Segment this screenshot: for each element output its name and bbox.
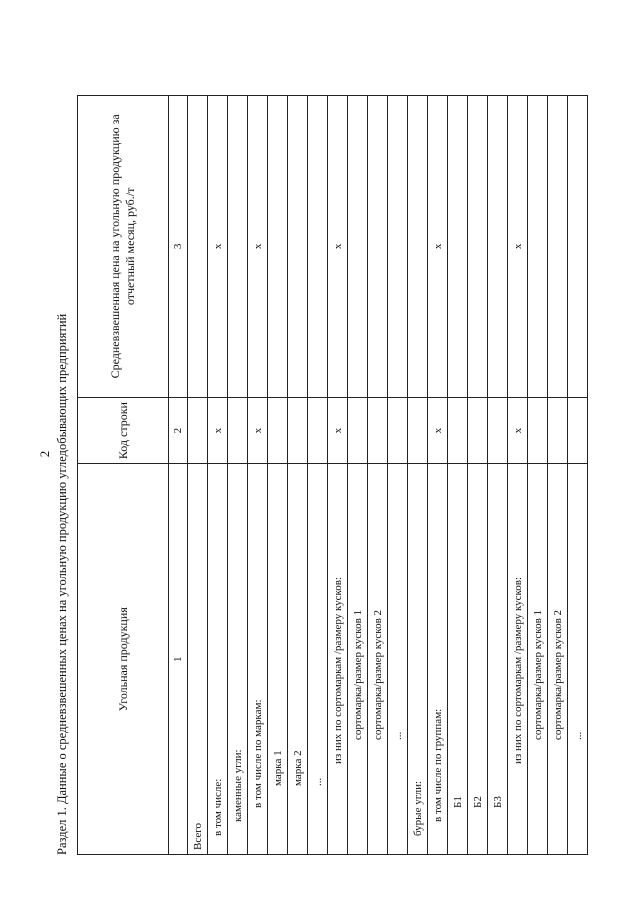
prices-table [77, 95, 588, 855]
row-price [228, 96, 248, 398]
row-label: бурые угли: [408, 464, 428, 855]
row-price [388, 96, 408, 398]
row-code [388, 397, 408, 464]
table-row [548, 96, 568, 855]
row-label: сортомарка/размер кусков 2 [548, 464, 568, 855]
table-row [248, 96, 268, 855]
header-line-code: Код строки [78, 397, 169, 464]
row-label: марка 2 [288, 464, 308, 855]
column-number-2: 2 [169, 397, 188, 464]
column-number-3: 3 [169, 96, 188, 398]
row-price [488, 96, 508, 398]
column-number-row [169, 96, 188, 855]
table-row [388, 96, 408, 855]
row-code [368, 397, 388, 464]
row-code: х [428, 397, 448, 464]
row-price [348, 96, 368, 398]
row-code [188, 397, 208, 464]
row-label: из них по сортомаркам /размеру кусков: [508, 464, 528, 855]
table-body [169, 96, 588, 855]
row-label: марка 1 [268, 464, 288, 855]
table-row [208, 96, 228, 855]
row-price [288, 96, 308, 398]
row-code [348, 397, 368, 464]
row-label: сортомарка/размер кусков 1 [348, 464, 368, 855]
row-label: ... [568, 464, 588, 855]
row-code [308, 397, 328, 464]
table-row [448, 96, 468, 855]
table-row [268, 96, 288, 855]
table-row [368, 96, 388, 855]
row-price [268, 96, 288, 398]
header-row [78, 96, 169, 855]
row-price [188, 96, 208, 398]
row-code: х [328, 397, 348, 464]
table-row [488, 96, 508, 855]
row-price [408, 96, 428, 398]
row-code: х [208, 397, 228, 464]
row-price [528, 96, 548, 398]
row-code [528, 397, 548, 464]
table-row [328, 96, 348, 855]
row-code [448, 397, 468, 464]
row-code [228, 397, 248, 464]
row-label: Б1 [448, 464, 468, 855]
table-row [408, 96, 428, 855]
table-row [568, 96, 588, 855]
row-price [368, 96, 388, 398]
row-price: х [208, 96, 228, 398]
row-code [268, 397, 288, 464]
rotated-page-content [55, 95, 584, 855]
row-code [568, 397, 588, 464]
row-price: х [328, 96, 348, 398]
row-code [408, 397, 428, 464]
row-label: в том числе по маркам: [248, 464, 268, 855]
row-label: Б2 [468, 464, 488, 855]
section-title: Раздел 1. Данные о средневзвешенных ценах на угольную продукцию угледобывающих предприятий [55, 313, 69, 855]
row-price [468, 96, 488, 398]
row-price: х [248, 96, 268, 398]
row-label: в том числе по группам: [428, 464, 448, 855]
row-label: в том числе: [208, 464, 228, 855]
row-label: Всего [188, 464, 208, 855]
table-row [428, 96, 448, 855]
row-code: х [508, 397, 528, 464]
row-code [488, 397, 508, 464]
row-label: ... [308, 464, 328, 855]
row-price: х [508, 96, 528, 398]
table-row [228, 96, 248, 855]
row-label: из них по сортомаркам /размеру кусков: [328, 464, 348, 855]
row-label: сортомарка/размер кусков 2 [368, 464, 388, 855]
row-code [288, 397, 308, 464]
table-row [528, 96, 548, 855]
row-price [308, 96, 328, 398]
page-number: 2 [37, 450, 52, 458]
row-label: ... [388, 464, 408, 855]
table-row [188, 96, 208, 855]
table-row [508, 96, 528, 855]
row-label: сортомарка/размер кусков 1 [528, 464, 548, 855]
row-price [548, 96, 568, 398]
row-code [548, 397, 568, 464]
row-price [448, 96, 468, 398]
row-label: каменные угли: [228, 464, 248, 855]
row-code [468, 397, 488, 464]
column-number-1: 1 [169, 464, 188, 855]
row-price [568, 96, 588, 398]
table-row [308, 96, 328, 855]
header-weighted-price: Средневзвешенная цена на угольную продукцию за отчетный месяц, руб./т [78, 96, 169, 398]
row-label: Б3 [488, 464, 508, 855]
table-row [288, 96, 308, 855]
row-price: х [428, 96, 448, 398]
row-code: х [248, 397, 268, 464]
header-coal-product: Угольная продукция [78, 464, 169, 855]
table-row [468, 96, 488, 855]
table-row [348, 96, 368, 855]
